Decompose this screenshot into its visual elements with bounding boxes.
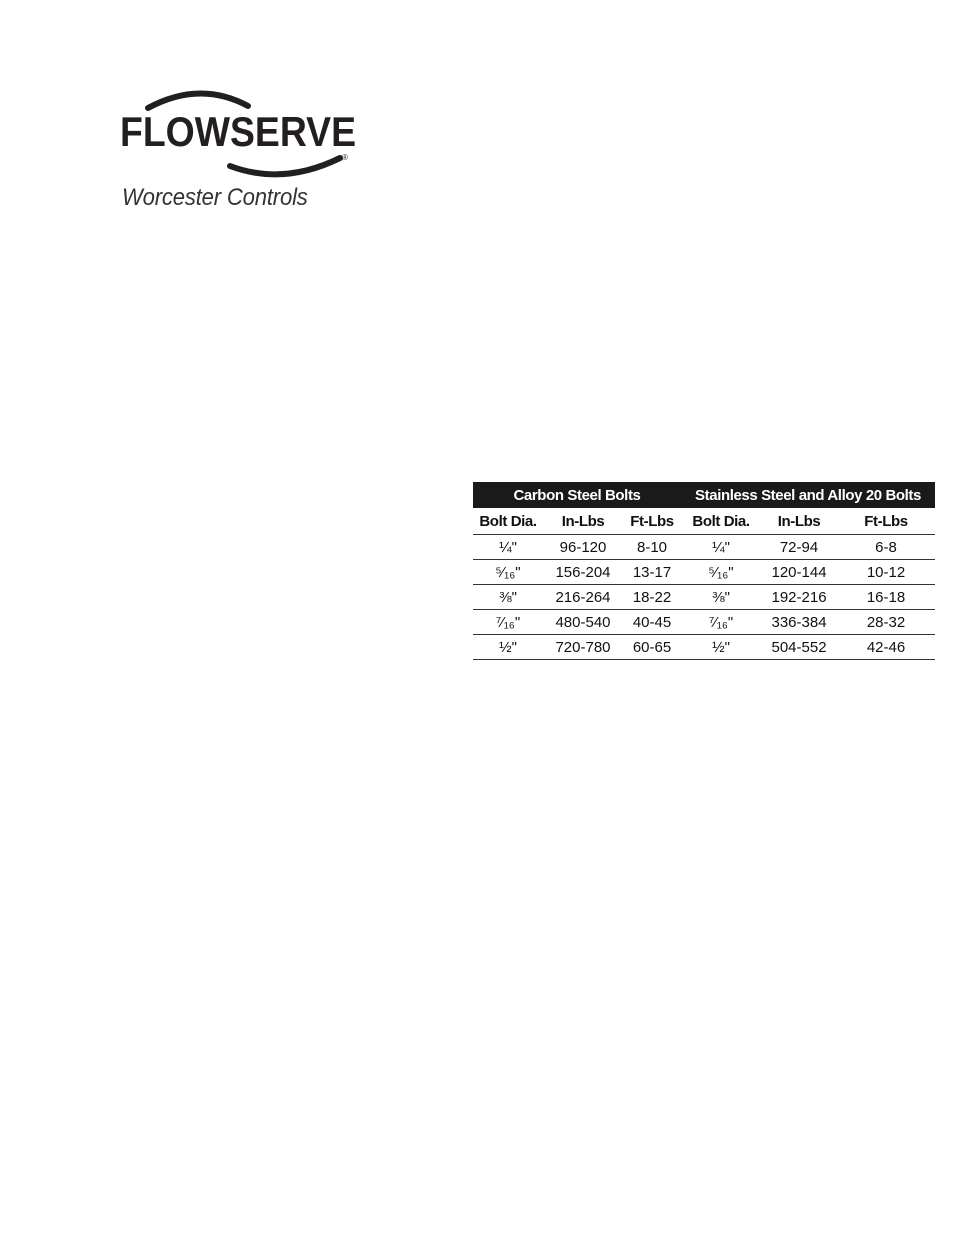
- table-cell: 60-65: [623, 635, 681, 660]
- table-cell: 96-120: [543, 535, 623, 560]
- registered-mark: ®: [342, 153, 348, 162]
- subbrand-name: Worcester Controls: [122, 184, 308, 211]
- group-header-stainless-steel: Stainless Steel and Alloy 20 Bolts: [681, 482, 935, 508]
- table-cell: 6-8: [837, 535, 935, 560]
- table-cell: 40-45: [623, 610, 681, 635]
- table-column-header-row: [473, 508, 935, 535]
- table-cell: 72-94: [761, 535, 837, 560]
- table-cell: ⅜": [473, 585, 543, 610]
- table-cell: 216-264: [543, 585, 623, 610]
- table-cell: 18-22: [623, 585, 681, 610]
- table-row: [473, 535, 935, 560]
- table-cell: ½": [681, 635, 761, 660]
- table-cell: 192-216: [761, 585, 837, 610]
- table-cell: 13-17: [623, 560, 681, 585]
- table-cell: ⁵⁄₁₆": [681, 560, 761, 585]
- column-header: Bolt Dia.: [473, 508, 543, 535]
- column-header: Bolt Dia.: [681, 508, 761, 535]
- table-cell: ¼": [473, 535, 543, 560]
- group-header-carbon-steel: Carbon Steel Bolts: [473, 482, 681, 508]
- column-header: Ft-Lbs: [623, 508, 681, 535]
- table-cell: 120-144: [761, 560, 837, 585]
- table-cell: 720-780: [543, 635, 623, 660]
- table-cell: 504-552: [761, 635, 837, 660]
- flowserve-logo-mark: [118, 86, 363, 180]
- logo-bottom-arc: [230, 158, 340, 174]
- logo-top-arc: [148, 93, 248, 108]
- table-cell: ½": [473, 635, 543, 660]
- table-row: [473, 610, 935, 635]
- logo-wordmark: FLOWSERVE: [120, 108, 356, 155]
- table-cell: 8-10: [623, 535, 681, 560]
- table-cell: ⁵⁄₁₆": [473, 560, 543, 585]
- table-cell: 336-384: [761, 610, 837, 635]
- column-header: In-Lbs: [543, 508, 623, 535]
- table-cell: 28-32: [837, 610, 935, 635]
- table-cell: 10-12: [837, 560, 935, 585]
- table-row: [473, 635, 935, 660]
- table-cell: ⁷⁄₁₆": [473, 610, 543, 635]
- table-cell: ¼": [681, 535, 761, 560]
- table-cell: 156-204: [543, 560, 623, 585]
- table-cell: 480-540: [543, 610, 623, 635]
- table-cell: ⅜": [681, 585, 761, 610]
- table-group-header-row: [473, 482, 935, 508]
- table-cell: 42-46: [837, 635, 935, 660]
- column-header: Ft-Lbs: [837, 508, 935, 535]
- bolt-torque-table: [473, 482, 935, 660]
- column-header: In-Lbs: [761, 508, 837, 535]
- table-cell: 16-18: [837, 585, 935, 610]
- table-row: [473, 560, 935, 585]
- table-row: [473, 585, 935, 610]
- flowserve-logo: [118, 86, 363, 180]
- table-cell: ⁷⁄₁₆": [681, 610, 761, 635]
